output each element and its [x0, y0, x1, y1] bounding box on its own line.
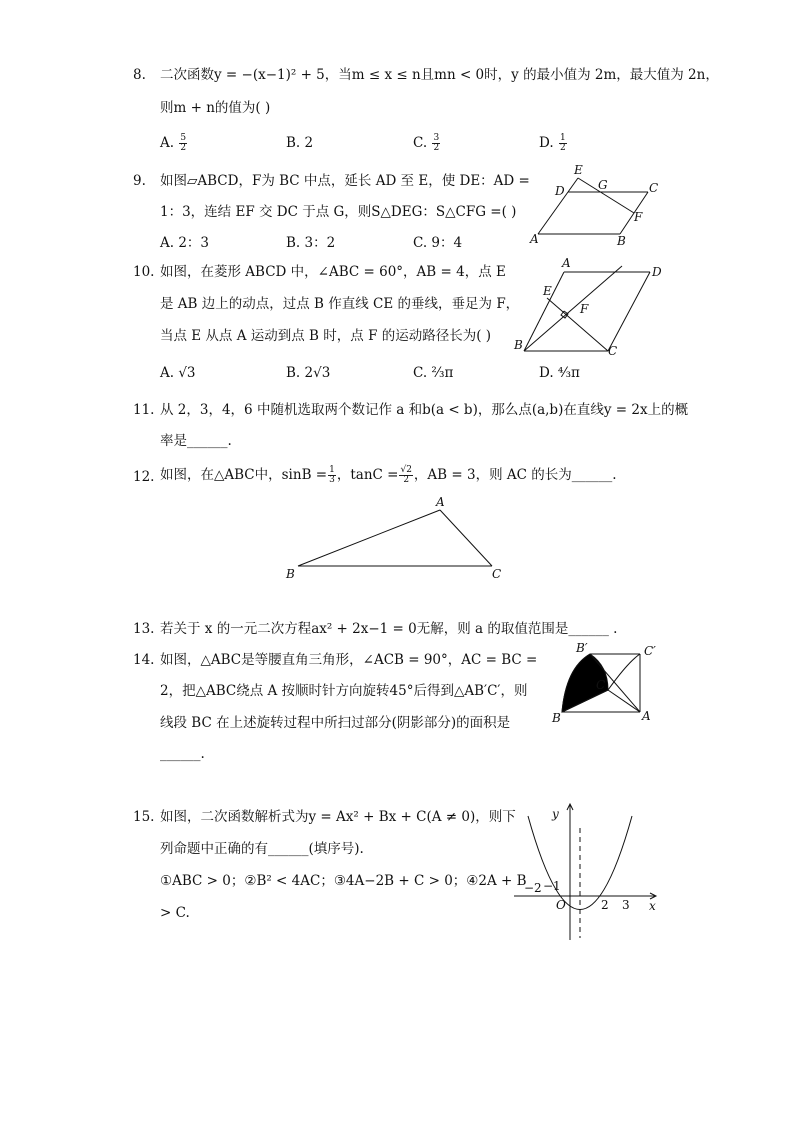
question-15-line-4: > C.: [160, 905, 190, 921]
q8-option-b-value: 2: [304, 135, 314, 151]
q15-tick-minus-1: −1: [543, 879, 561, 893]
q12-text-a: 如图，在△ABC中，sinB =: [160, 467, 328, 483]
q9-label-e: E: [574, 163, 583, 177]
q10-label-e: E: [543, 284, 552, 298]
q14-arc-c: [608, 654, 640, 690]
question-9-number: 9.: [133, 173, 146, 189]
q8-option-b-label: B.: [286, 135, 301, 151]
q14-rotation-figure: [548, 640, 668, 730]
question-15-line-3: ①ABC > 0；②B² < 4AC；③4A−2B + C > 0；④2A + B: [160, 873, 527, 889]
q9-side-ad: [538, 192, 568, 234]
q14-label-c: C: [596, 678, 606, 692]
q15-label-origin: O: [556, 898, 566, 912]
question-14-line-4: ______.: [160, 746, 205, 762]
q10-line-bf: [524, 266, 622, 351]
q10-label-d: D: [652, 265, 662, 279]
q9-label-g: G: [598, 178, 608, 192]
question-8-line-1: 二次函数y = −(x−1)² + 5，当m ≤ x ≤ n且mn < 0时，y 的最小值为 2m，最大值为 2n，: [160, 67, 719, 83]
question-14-line-1: 如图，△ABC是等腰直角三角形，∠ACB = 90°，AC = BC =: [160, 652, 538, 668]
q9-label-b: B: [617, 234, 626, 248]
q8-option-a-label: A.: [160, 135, 175, 151]
q9-label-f: F: [634, 210, 643, 224]
question-9-line-2: 1：3，连结 EF 交 DC 于点 G，则S△DEG：S△CFG =( ): [160, 204, 517, 220]
question-10-number: 10.: [133, 264, 155, 280]
q10-option-b[interactable]: B. 2√3: [286, 365, 331, 381]
q12-sin-fraction: $\frac{1}{3}$: [329, 465, 335, 485]
question-13-line-1: 若关于 x 的一元二次方程ax² + 2x−1 = 0无解，则 a 的取值范围是______ .: [160, 621, 618, 637]
q10-label-f: F: [580, 302, 589, 316]
q15-parabola-figure: [510, 798, 670, 948]
q14-label-b-prime: B′: [576, 641, 588, 655]
question-8-number: 8.: [133, 67, 146, 83]
question-10-line-3: 当点 E 从点 A 运动到点 B 时，点 F 的运动路径长为( ): [160, 328, 492, 344]
q8-option-c-fraction: $\frac{3}{2}$: [433, 133, 440, 153]
q12-side-ba: [298, 510, 440, 566]
q8-option-a[interactable]: [160, 134, 188, 153]
q9-option-a[interactable]: A. 2：3: [160, 235, 210, 251]
q9-label-c: C: [649, 181, 659, 195]
q9-label-a: A: [530, 232, 539, 246]
q10-label-b: B: [514, 338, 523, 352]
q10-right-angle-mark: [561, 311, 568, 318]
question-15-number: 15.: [133, 809, 155, 825]
question-11-line-1: 从 2，3，4，6 中随机选取两个数记作 a 和b(a < b)，那么点(a,b)在直线y = 2x上的概: [160, 402, 689, 418]
question-12-number: 12.: [133, 469, 155, 485]
question-15-line-2: 列命题中正确的有______(填序号).: [160, 841, 364, 857]
question-14-line-3: 线段 BC 在上述旋转过程中所扫过部分(阴影部分)的面积是: [160, 715, 511, 731]
q9-parallelogram-figure: [528, 160, 668, 248]
q12-text-c: ，AB = 3，则 AC 的长为______.: [413, 467, 617, 483]
q12-label-a: A: [436, 495, 445, 509]
q15-label-x: x: [649, 899, 656, 913]
q9-option-c[interactable]: C. 9：4: [413, 235, 463, 251]
q15-tick-3: 3: [622, 898, 630, 912]
q12-side-ac: [440, 510, 492, 566]
question-11-number: 11.: [133, 402, 155, 418]
q8-option-b[interactable]: [286, 134, 313, 152]
question-14-line-2: 2，把△ABC绕点 A 按顺时针方向旋转45°后得到△AB′C′，则: [160, 683, 528, 699]
q9-label-d: D: [555, 184, 565, 198]
q10-option-a[interactable]: A. √3: [160, 365, 196, 381]
question-10-line-2: 是 AB 边上的动点，过点 B 作直线 CE 的垂线，垂足为 F，: [160, 296, 520, 312]
q10-line-ce: [547, 298, 608, 351]
q9-extension-de: [568, 178, 578, 192]
q12-triangle-figure: [284, 494, 514, 584]
q8-option-d[interactable]: [539, 134, 568, 153]
q12-text-b: ，tanC =: [336, 467, 399, 483]
q15-tick-2: 2: [601, 898, 609, 912]
q8-option-d-fraction: $\frac{1}{2}$: [559, 133, 566, 153]
question-10-line-1: 如图，在菱形 ABCD 中，∠ABC = 60°，AB = 4，点 E: [160, 264, 506, 280]
question-12-line-1: [160, 466, 617, 485]
q10-label-c: C: [608, 344, 618, 358]
question-11-line-2: 率是______.: [160, 433, 232, 449]
q9-option-b[interactable]: B. 3：2: [286, 235, 336, 251]
q12-label-c: C: [492, 567, 502, 581]
question-8-line-2: 则m + n的值为( ): [160, 100, 271, 116]
question-15-line-1: 如图，二次函数解析式为y = Ax² + Bx + C(A ≠ 0)，则下: [160, 809, 516, 825]
q10-label-a: A: [562, 256, 571, 270]
q10-side-cd: [608, 272, 650, 351]
q15-label-y: y: [552, 807, 559, 821]
question-14-number: 14.: [133, 652, 155, 668]
q12-label-b: B: [286, 567, 295, 581]
q8-option-c[interactable]: [413, 134, 441, 153]
q8-option-d-label: D.: [539, 135, 554, 151]
q14-label-b: B: [552, 711, 561, 725]
q10-option-c[interactable]: C. ⅔π: [413, 365, 454, 381]
q14-label-c-prime: C′: [644, 644, 656, 658]
q10-option-d[interactable]: D. ⁴⁄₃π: [539, 365, 580, 381]
q8-option-a-fraction: $\frac{5}{2}$: [180, 133, 187, 153]
q8-option-c-label: C.: [413, 135, 428, 151]
q10-rhombus-figure: [512, 256, 672, 366]
q14-label-a: A: [642, 709, 651, 723]
q15-tick-minus-2: −2: [524, 881, 542, 895]
q12-tan-fraction: $\frac{√2}{2}$: [400, 465, 412, 485]
question-9-line-1: 如图▱ABCD，F为 BC 中点，延长 AD 至 E，使 DE：AD =: [160, 173, 530, 189]
question-13-number: 13.: [133, 621, 155, 637]
